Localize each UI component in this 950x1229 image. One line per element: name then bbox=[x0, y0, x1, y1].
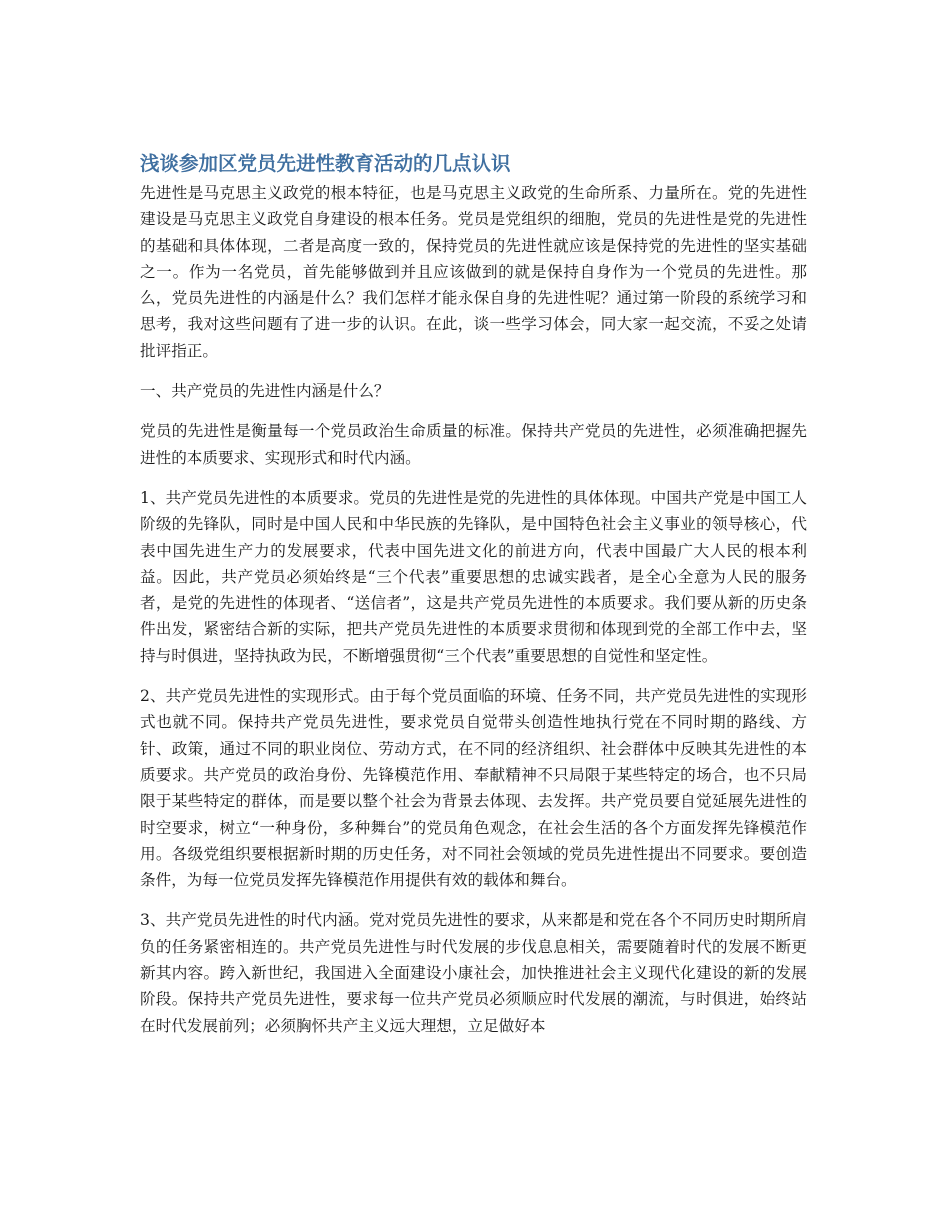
section-heading: 一、共产党员的先进性内涵是什么？ bbox=[140, 382, 390, 401]
document-title: 浅谈参加区党员先进性教育活动的几点认识 bbox=[140, 152, 511, 175]
point-2-paragraph: 2、共产党员先进性的实现形式。由于每个党员面临的环境、任务不同，共产党员先进性的实现形式也就不同。保持共产党员先进性，要求党员自觉带头创造性地执行党在不同时期的路线、方针、政策，通过不同的职业岗位、劳动方式，在不同的经济组织、社会群体中反映其先进性的本质要求。共产党员的政治身份、先锋模范作用、奉献精神不只局限于某些特定的场合，也不只局限于某些特定的群体，而是要以整个社会为背景去体现、去发挥。共产党员要自觉延展先进性的时空要求，树立“一种身份，多种舞台”的党员角色观念，在社会生活的各个方面发挥先锋模范作用。各级党组织要根据新时期的历史任务，对不同社会领域的党员先进性提出不同要求。要创造条件，为每一位党员发挥先锋模范作用提供有效的载体和舞台。 bbox=[140, 687, 807, 890]
point-3-paragraph: 3、共产党员先进性的时代内涵。党对党员先进性的要求，从来都是和党在各个不同历史时期所肩负的任务紧密相连的。共产党员先进性与时代发展的步伐息息相关，需要随着时代的发展不断更新其内容。跨入新世纪，我国进入全面建设小康社会，加快推进社会主义现代化建设的新的发展阶段。保持共产党员先进性，要求每一位共产党员必须顺应时代发展的潮流，与时俱进，始终站在时代发展前列；必须胸怀共产主义远大理想，立足做好本 bbox=[140, 911, 807, 1035]
section-intro-paragraph: 党员的先进性是衡量每一个党员政治生命质量的标准。保持共产党员的先进性，必须准确把握先进性的本质要求、实现形式和时代内涵。 bbox=[140, 422, 807, 467]
intro-paragraph: 先进性是马克思主义政党的根本特征，也是马克思主义政党的生命所系、力量所在。党的先进性建设是马克思主义政党自身建设的根本任务。党员是党组织的细胞，党员的先进性是党的先进性的基础和具体体现，二者是高度一致的，保持党员的先进性就应该是保持党的先进性的坚实基础之一。作为一名党员，首先能够做到并且应该做到的就是保持自身作为一个党员的先进性。那么，党员先进性的内涵是什么？我们怎样才能永保自身的先进性呢？通过第一阶段的系统学习和思考，我对这些问题有了进一步的认识。在此，谈一些学习体会，同大家一起交流，不妥之处请批评指正。 bbox=[140, 184, 807, 360]
point-1-paragraph: 1、共产党员先进性的本质要求。党员的先进性是党的先进性的具体体现。中国共产党是中国工人阶级的先锋队，同时是中国人民和中华民族的先锋队，是中国特色社会主义事业的领导核心，代表中国先进生产力的发展要求，代表中国先进文化的前进方向，代表中国最广大人民的根本利益。因此，共产党员必须始终是“三个代表”重要思想的忠诚实践者，是全心全意为人民的服务者，是党的先进性的体现者、“送信者”，这是共产党员先进性的本质要求。我们要从新的历史条件出发，紧密结合新的实际，把共产党员先进性的本质要求贯彻和体现到党的全部工作中去，坚持与时俱进，坚持执政为民，不断增强贯彻“三个代表”重要思想的自觉性和坚定性。 bbox=[140, 488, 807, 665]
document-page bbox=[140, 150, 807, 1053]
